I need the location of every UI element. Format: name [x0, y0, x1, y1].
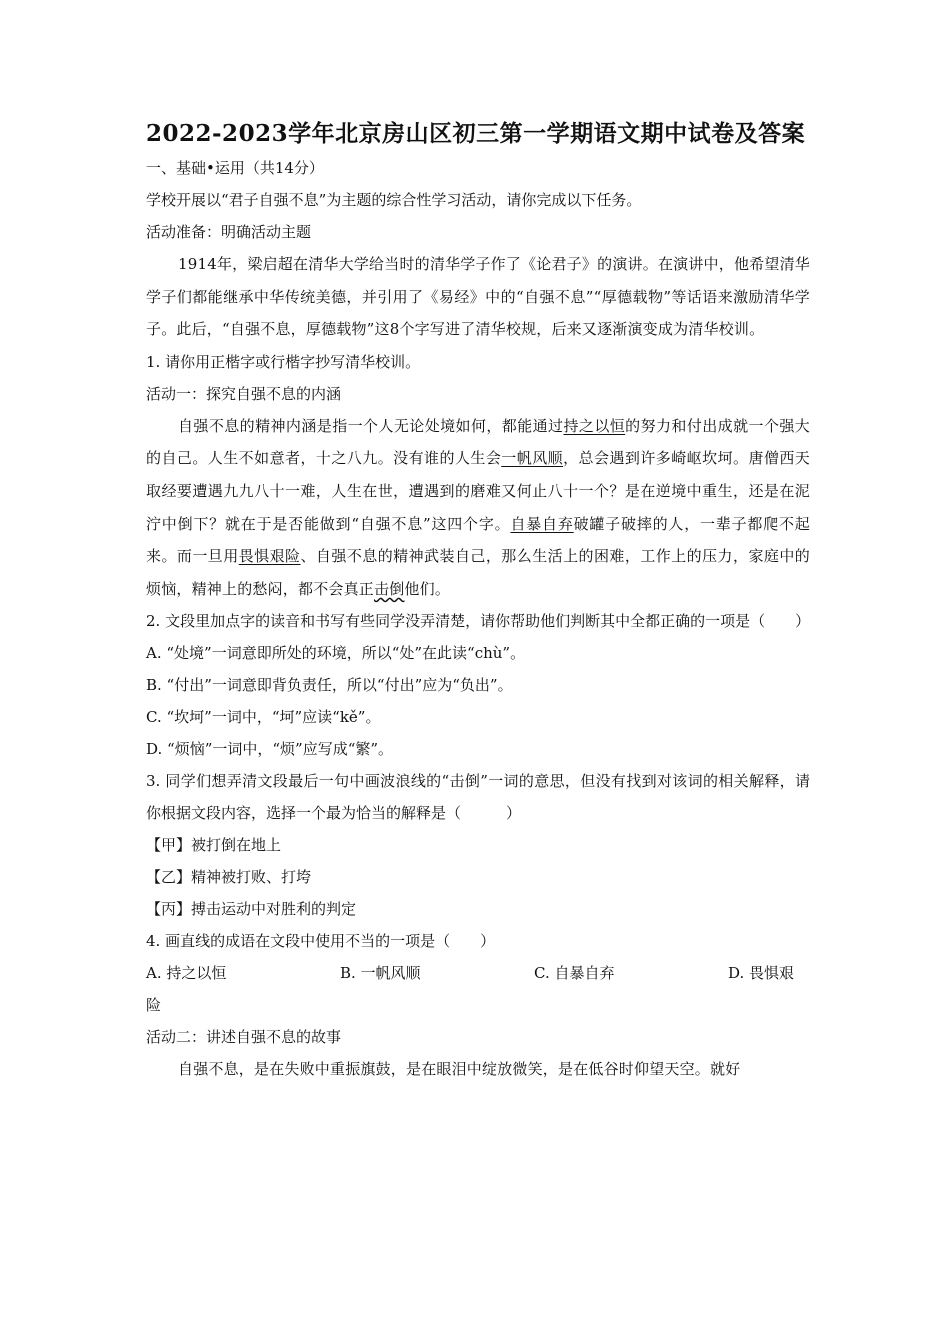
question-4-option-a: A. 持之以恒: [146, 964, 227, 983]
text-segment: ，总会遇到许多崎岖坎坷。唐僧西天取经要遭遇九九八十一难，人生在世，遭遇到的磨难又何止八十一个？是在逆境中重生，还是在泥泞中倒下？就在于是否能做到“自强不息”这四个字。: [146, 449, 811, 533]
text-segment: 的努力和付出成就一个强大的自己。人生不如意者，十之八九。没有谁的人生会: [146, 416, 810, 468]
question-2-option-c: C. “坎坷”一词中，“坷”应读“kě”。: [146, 708, 381, 727]
question-4-option-c: C. 自暴自弃: [534, 964, 615, 983]
underlined-idiom: 畏惧艰险: [238, 547, 301, 566]
question-2-option-b: B. “付出”一词意即背负责任，所以“付出”应为“负出”。: [146, 676, 513, 695]
question-2-stem: 2. 文段里加点字的读音和书写有些同学没弄清楚，请你帮助他们判断其中全都正确的一项是（ ）: [146, 612, 811, 631]
text-segment: 破罐子破摔的人，一辈子都爬不起来。而一旦用: [146, 514, 810, 566]
underlined-idiom: 持之以恒: [563, 416, 626, 435]
activity-1-heading: 活动一：探究自强不息的内涵: [146, 384, 342, 403]
document-title: 2022-2023学年北京房山区初三第一学期语文期中试卷及答案: [146, 120, 806, 147]
text-segment: 自强不息的精神内涵是指一个人无论处境如何，都能通过: [178, 416, 564, 435]
activity-2-heading: 活动二：讲述自强不息的故事: [146, 1028, 342, 1047]
question-4-option-d-wrap: 险: [146, 996, 162, 1015]
text-segment: 他们。: [404, 579, 451, 598]
question-3-stem: 3. 同学们想弄清文段最后一句中画波浪线的“击倒”一词的意思，但没有找到对该词的相关解释，请你根据文段内容，选择一个最为恰当的解释是（ ）: [146, 772, 810, 823]
activity-1-paragraph: [146, 410, 810, 606]
question-4-options: [146, 957, 810, 989]
prep-paragraph: 1914年，梁启超在清华大学给当时的清华学子作了《论君子》的演讲。在演讲中，他希望清华学子们都能继承中华传统美德，并引用了《易经》中的“自强不息”“厚德载物”等话语来激励清华学子。此后，“自强不息，厚德载物”这8个字写进了清华校规，后来又逐渐演变成为清华校训。: [146, 255, 810, 339]
underlined-idiom: 一帆风顺: [501, 449, 564, 468]
question-3-option-jia: 【甲】被打倒在地上: [146, 836, 282, 855]
question-2-option-a: A. “处境”一词意即所处的环境，所以“处”在此读“chù”。: [146, 644, 526, 663]
activity-2-paragraph: 自强不息，是在失败中重振旗鼓，是在眼泪中绽放微笑，是在低谷时仰望天空。就好: [178, 1060, 741, 1079]
question-4-option-b: B. 一帆风顺: [340, 964, 421, 983]
question-4-option-d: D. 畏惧艰: [728, 964, 795, 983]
section-heading: 一、基础•运用（共14分）: [146, 159, 324, 177]
wavy-underlined-word: 击倒: [374, 579, 405, 598]
question-3-option-bing: 【丙】搏击运动中对胜利的判定: [146, 900, 357, 919]
question-3-option-yi: 【乙】精神被打败、打垮: [146, 868, 312, 887]
prep-heading: 活动准备：明确活动主题: [146, 223, 312, 241]
question-4-stem: 4. 画直线的成语在文段中使用不当的一项是（ ）: [146, 932, 496, 951]
underlined-idiom: 自暴自弃: [510, 514, 574, 533]
question-2-option-d: D. “烦恼”一词中，“烦”应写成“繁”。: [146, 740, 394, 759]
question-1: 1. 请你用正楷字或行楷字抄写清华校训。: [146, 352, 421, 371]
document-content: [146, 118, 810, 1086]
text-segment: 、自强不息的精神武装自己，那么生活上的困难，工作上的压力，家庭中的烦恼，精神上的愁闷，都不会真正: [146, 547, 810, 598]
intro-text: 学校开展以“君子自强不息”为主题的综合性学习活动，请你完成以下任务。: [146, 191, 642, 209]
